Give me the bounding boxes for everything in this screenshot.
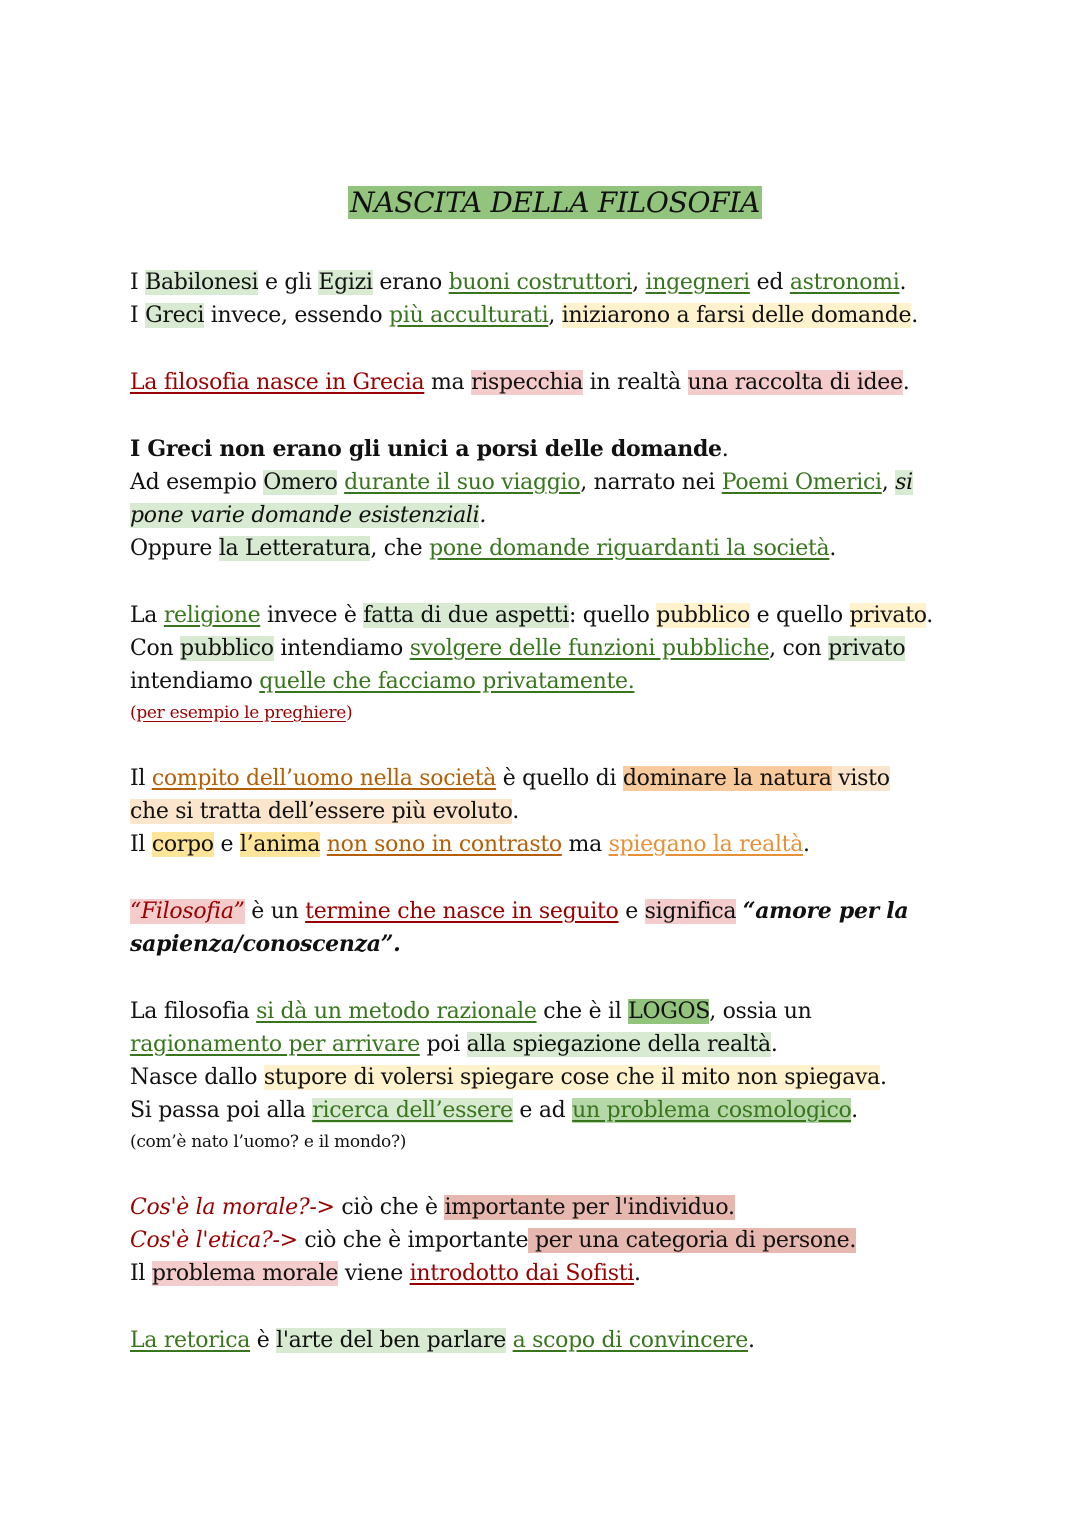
text: , che [370,536,430,561]
term-privato: privato [828,636,906,661]
text-line [130,1224,980,1257]
term-arte-parlare: l'arte del ben parlare [276,1328,506,1353]
term-termine: termine che nasce in seguito [305,899,619,924]
text: . [926,603,933,628]
term-significa: significa [644,899,737,924]
text: e quello [749,603,850,628]
question-morale: Cos'è la morale?-> [130,1195,335,1220]
text: in realtà [582,370,688,395]
text: Ad esempio [130,470,264,495]
term-domande-societa: pone domande riguardanti la società [429,536,830,561]
term-privatamente: quelle che facciamo privatamente. [259,669,635,694]
text: Il [130,766,152,791]
text [320,832,327,857]
term-compito-uomo: compito dell’uomo nella società [151,766,497,791]
text: Il [130,832,152,857]
text: erano [372,270,449,295]
text: è [250,1328,277,1353]
term-logos: LOGOS [628,999,710,1024]
question-etica: Cos'è l'etica?-> [130,1228,298,1253]
text-line [130,1028,980,1061]
text-line [130,266,980,299]
text: . [512,799,519,824]
text: . [851,1098,858,1123]
term-ingegneri: ingegneri [645,270,750,295]
term-egizi: Egizi [318,270,373,295]
text-line [130,1094,980,1127]
text-line [130,366,980,399]
term-problema-cosmologico: un problema cosmologico [572,1098,852,1123]
term-metodo-razionale: si dà un metodo razionale [256,999,537,1024]
text: . [634,1261,641,1286]
text: . [829,536,837,561]
text: Il [130,1261,152,1286]
term-domande-esistenziali: pone varie domande esistenziali [130,503,480,528]
term-poemi-omerici: Poemi Omerici [721,470,882,495]
text: ed [749,270,790,295]
term-ricerca-essere: ricerca dell’essere [312,1098,513,1123]
text-line [130,1191,980,1224]
term-pubblico: pubblico [656,603,750,628]
term-costruttori: buoni costruttori [448,270,633,295]
bold-statement: I Greci non erano gli unici a porsi delle domande [130,436,722,462]
text: poi [419,1032,467,1057]
text: . [747,1328,755,1353]
text: Si passa poi alla [130,1098,313,1123]
text: ma [424,370,472,395]
text: e [618,899,645,924]
term-anima: l’anima [239,832,321,857]
text: , [548,303,562,328]
term-viaggio: durante il suo viaggio [344,470,581,495]
text: Nasce dallo [130,1065,264,1090]
paragraph-logos [130,995,980,1157]
text-line [130,895,980,928]
term-domande: iniziarono a farsi delle domande [561,303,912,328]
text: , [881,470,896,495]
text: invece, essendo [204,303,390,328]
text-line [130,995,980,1028]
text-line [130,532,980,565]
text-line [130,1257,980,1290]
text-line [130,762,980,795]
text: ma [561,832,609,857]
text: Oppure [130,536,219,561]
text: I [130,270,146,295]
term-acculturati: più acculturati [389,303,549,328]
text: e gli [258,270,319,295]
paragraph-man [130,762,980,861]
title-highlight: NASCITA DELLA FILOSOFIA [350,186,760,219]
text: . [770,1032,778,1057]
text: . [479,503,487,528]
term-stupore: stupore di volersi spiegare cose che il mito non spiegava [263,1065,880,1090]
text: intendiamo [273,636,410,661]
text: e [213,832,240,857]
term-amore-sapienza: “amore per la [742,898,909,924]
term-privato: privato [849,603,927,628]
term-astronomi: astronomi [789,270,900,295]
term-categoria-persone: per una categoria di persone. [528,1228,857,1253]
text: , narrato nei [580,470,722,495]
page-title [130,180,980,226]
text: . [899,270,907,295]
term-corpo: corpo [151,832,214,857]
term-preghiere: per esempio le preghiere [136,703,347,723]
text: ciò che è importante [297,1228,529,1253]
text: Con [130,636,181,661]
text-line [130,928,980,961]
paragraph-religion [130,599,980,728]
text: e ad [512,1098,573,1123]
text-line [130,1061,980,1094]
term-babilonesi: Babilonesi [145,270,259,295]
text [506,1328,513,1353]
term-letteratura: la Letteratura [218,536,371,561]
text: è un [244,899,306,924]
term-sofisti: introdotto dai Sofisti [409,1261,634,1286]
term-filosofia: “Filosofia” [130,899,245,924]
term-contrasto: non sono in contrasto [326,832,562,857]
text-line [130,499,980,532]
text: ) [346,703,353,723]
term-retorica: La retorica [130,1328,251,1353]
text: ciò che è [334,1195,445,1220]
term-omero: Omero [263,470,338,495]
term-essere-evoluto: che si tratta dell’essere più evoluto [130,799,513,824]
term-rispecchia: rispecchia [471,370,583,395]
term-sapienza: sapienza/conoscenza”. [130,931,401,957]
term-si: si [895,470,913,495]
text: ( [130,703,137,723]
text: . [902,370,910,395]
term-pubblico: pubblico [180,636,274,661]
text [736,899,743,924]
text: . [879,1065,887,1090]
paragraph-ethics [130,1191,980,1290]
text-line [130,599,980,632]
document-page [130,180,980,1391]
text-line [130,828,980,861]
text: , ossia un [709,999,812,1024]
paragraph-definition [130,895,980,961]
text: . [803,832,810,857]
text: , [632,270,646,295]
text: invece è [260,603,364,628]
text: I [130,303,146,328]
text: intendiamo [130,669,260,694]
term-funzioni-pubbliche: svolgere delle funzioni pubbliche [409,636,770,661]
text-line [130,466,980,499]
term-problema-morale: problema morale [151,1261,339,1286]
term-spiegazione-realta: alla spiegazione della realtà [466,1032,771,1057]
term-visto: visto [831,766,890,791]
paragraph-questions [130,433,980,565]
text-line [130,665,980,698]
text: La [130,603,164,628]
text: è quello di [496,766,623,791]
paragraph-rhetoric [130,1324,980,1357]
text: : quello [568,603,657,628]
term-raccolta-idee: una raccolta di idee [687,370,903,395]
text-line [130,698,980,728]
term-dominare-natura: dominare la natura [622,766,832,791]
paragraph-greece [130,366,980,399]
text-line [130,299,980,332]
term-due-aspetti: fatta di due aspetti [363,603,569,628]
text: La filosofia [130,999,257,1024]
note-origin: (com’è nato l’uomo? e il mondo?) [130,1132,407,1152]
text: . [721,437,729,462]
term-convincere: a scopo di convincere [512,1328,748,1353]
text-line [130,632,980,665]
text: che è il [536,999,629,1024]
text-line [130,1324,980,1357]
text-line [130,433,980,466]
text: . [911,303,918,328]
term-individuo: importante per l'individuo. [444,1195,735,1220]
term-ragionamento: ragionamento per arrivare [130,1032,420,1057]
term-greci: Greci [145,303,205,328]
term-religione: religione [163,603,261,628]
text: , con [769,636,829,661]
term-spiegano-realta: spiegano la realtà [608,832,804,857]
term-nasce-grecia: La filosofia nasce in Grecia [130,370,425,395]
text-line [130,795,980,828]
paragraph-civilizations [130,266,980,332]
text: viene [338,1261,410,1286]
